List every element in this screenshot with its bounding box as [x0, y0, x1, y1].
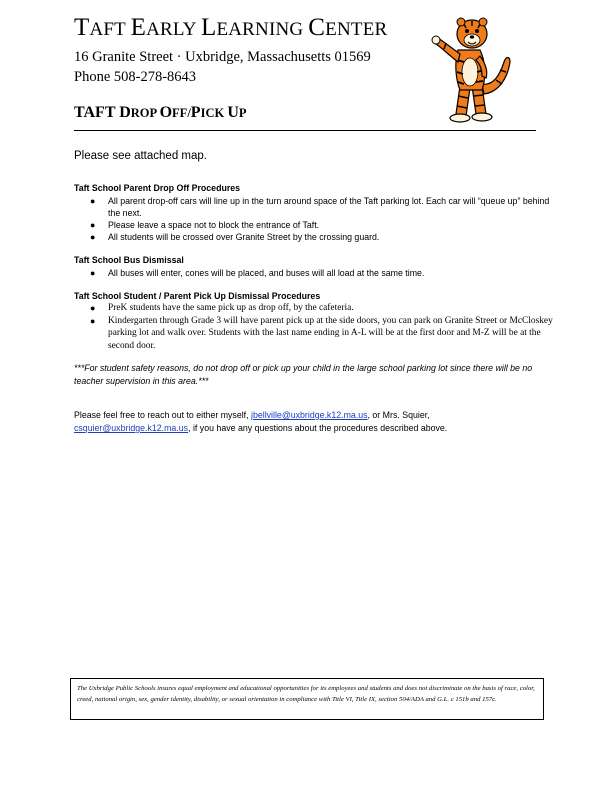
list-item-text: PreK students have the same pick up as drop off, by the cafeteria. — [108, 303, 354, 313]
section-heading-drop-off: Taft School Parent Drop Off Procedures — [74, 183, 241, 193]
contact-paragraph — [74, 409, 544, 435]
list-item — [86, 302, 556, 315]
title-rest: ARLY — [146, 19, 201, 40]
header-divider — [74, 130, 536, 131]
title-cap: L — [200, 14, 217, 41]
nondiscrimination-footer — [70, 678, 544, 720]
school-phone: Phone 508-278-8643 — [74, 69, 197, 85]
bullet-icon: ● — [90, 303, 96, 313]
footer-text: The Uxbridge Public Schools insures equal employment and educational opportunities for its employees and students and does not discriminate on the basis of race, color, creed, national origin, sex, gender identity, disability, or sexual orientation in compliance with Title VI, Title IX, section 504/ADA and G.L. c 151b and 157c. — [77, 685, 535, 703]
school-address: 16 Granite Street · Uxbridge, Massachusetts 01569 — [74, 49, 371, 65]
list-item-text: All students will be crossed over Granite Street by the crossing guard. — [108, 232, 380, 242]
doc-title-rest: ROP — [130, 106, 160, 120]
intro-text: Please see attached map. — [74, 150, 207, 162]
bus-dismissal-list — [86, 267, 556, 279]
doc-title-cap: P — [190, 104, 201, 121]
contact-text: , or Mrs. Squier, — [367, 410, 430, 420]
title-rest: EARNING — [216, 19, 309, 40]
safety-note: ***For student safety reasons, do not drop off or pick up your child in the large school parking lot since there will be no teacher supervision in this area.*** — [74, 363, 533, 386]
list-item-text: Please leave a space not to block the entrance of Taft. — [108, 220, 320, 230]
section-heading-pick-up: Taft School Student / Parent Pick Up Dismissal Procedures — [74, 291, 321, 301]
title-cap: C — [308, 14, 326, 41]
doc-title-rest: FF/ — [172, 106, 191, 120]
bullet-icon: ● — [90, 232, 96, 242]
school-name — [74, 14, 387, 42]
pick-up-list — [86, 302, 556, 352]
list-item — [86, 219, 556, 231]
bullet-icon: ● — [90, 268, 96, 278]
title-rest: ENTER — [325, 19, 388, 40]
email-link-jbellville[interactable]: jbellville@uxbridge.k12.ma.us — [251, 410, 368, 420]
bullet-icon: ● — [90, 196, 96, 206]
contact-text: , if you have any questions about the procedures described above. — [188, 423, 448, 433]
doc-title-cap: O — [159, 104, 173, 121]
doc-title-cap: U — [227, 104, 239, 121]
contact-text: Please feel free to reach out to either myself, — [74, 410, 252, 420]
list-item — [86, 267, 556, 279]
tiger-mascot-icon — [430, 14, 514, 126]
doc-title-rest: ICK — [200, 106, 228, 120]
email-link-csquier[interactable]: csquier@uxbridge.k12.ma.us — [74, 423, 189, 433]
list-item-text: All buses will enter, cones will be placed, and buses will all load at the same time. — [108, 268, 425, 278]
drop-off-list — [86, 195, 556, 243]
title-cap: E — [130, 14, 147, 41]
doc-title-cap: D — [119, 104, 131, 121]
document-title — [74, 104, 247, 122]
doc-title-lead: TAFT — [74, 104, 120, 121]
title-rest: AFT — [89, 19, 131, 40]
list-item-text: All parent drop-off cars will line up in the turn around space of the Taft parking lot. Each car will “queue up” behind the next. — [108, 196, 550, 218]
section-heading-bus-dismissal: Taft School Bus Dismissal — [74, 255, 184, 265]
list-item — [86, 231, 556, 243]
list-item-text: Kindergarten through Grade 3 will have parent pick up at the side doors, you can park on Granite Street or McCloskey parking lot and walk over. Students with the last name ending in A-L will be at the first door and M-Z will be at the second door. — [108, 315, 553, 351]
title-cap: T — [74, 14, 90, 41]
list-item — [86, 195, 556, 219]
bullet-icon: ● — [90, 315, 96, 326]
doc-title-rest: P — [238, 106, 247, 120]
list-item — [86, 315, 556, 353]
bullet-icon: ● — [90, 220, 96, 230]
